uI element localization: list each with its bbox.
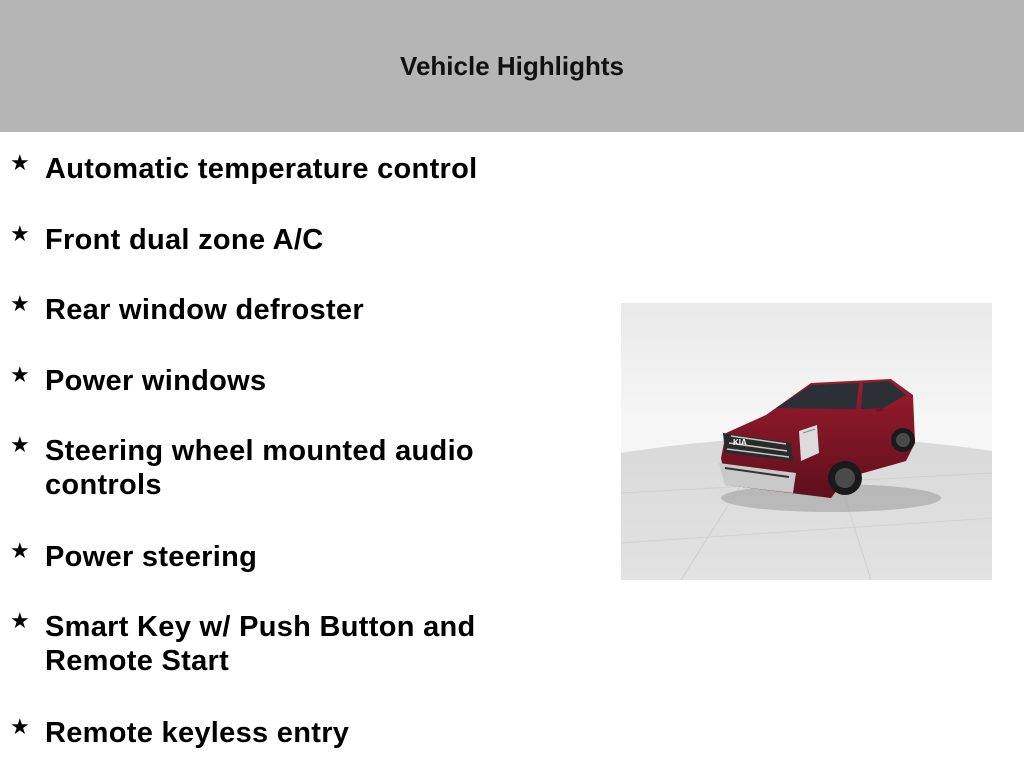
- feature-label: Rear window defroster: [45, 294, 364, 326]
- suv-illustration: [621, 303, 992, 580]
- vehicle-photo: [621, 303, 992, 580]
- feature-label: Smart Key w/ Push Button and Remote Start: [45, 611, 476, 677]
- feature-label: Automatic temperature control: [45, 153, 478, 185]
- feature-label: Front dual zone A/C: [45, 224, 324, 256]
- star-icon: ★: [10, 292, 30, 317]
- page-title: Vehicle Highlights: [400, 51, 624, 81]
- feature-label: Steering wheel mounted audio controls: [45, 435, 474, 501]
- star-icon: ★: [10, 363, 30, 388]
- feature-label: Power windows: [45, 365, 267, 397]
- star-icon: ★: [10, 609, 30, 634]
- header-bar: [0, 0, 1024, 132]
- star-icon: ★: [10, 715, 30, 740]
- star-icon: ★: [10, 222, 30, 247]
- star-icon: ★: [10, 433, 30, 458]
- star-icon: ★: [10, 151, 30, 176]
- feature-label: Power steering: [45, 541, 258, 573]
- brand-logo: KIA: [733, 438, 747, 447]
- feature-label: Remote keyless entry: [45, 717, 350, 749]
- star-icon: ★: [10, 539, 30, 564]
